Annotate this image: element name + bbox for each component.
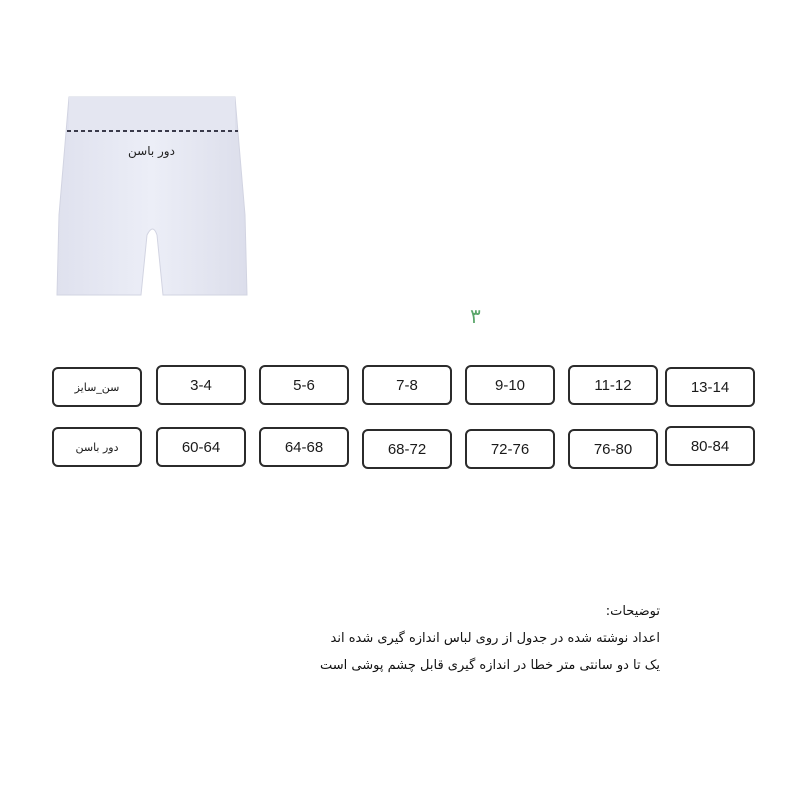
shorts-illustration — [55, 95, 250, 300]
size-cell: 9-10 — [465, 365, 555, 405]
size-cell: 5-6 — [259, 365, 349, 405]
row-header-hip: دور باسن — [52, 427, 142, 467]
hip-measurement-label: دور باسن — [128, 144, 175, 158]
notes-heading: توضیحات: — [605, 604, 660, 619]
hip-cell: 80-84 — [665, 426, 755, 466]
hip-cell: 76-80 — [568, 429, 658, 469]
hip-cell: 60-64 — [156, 427, 246, 467]
page-number: ۳ — [470, 304, 481, 328]
size-cell: 3-4 — [156, 365, 246, 405]
shorts-drawing — [55, 95, 250, 300]
row-header-age-size: سن_سایز — [52, 367, 142, 407]
notes-line: اعداد نوشته شده در جدول از روی لباس اندازه گیری شده اند — [330, 631, 660, 646]
size-cell: 11-12 — [568, 365, 658, 405]
hip-cell: 68-72 — [362, 429, 452, 469]
hip-cell: 64-68 — [259, 427, 349, 467]
notes-section — [270, 598, 660, 679]
size-cell: 7-8 — [362, 365, 452, 405]
notes-line: یک تا دو سانتی متر خطا در اندازه گیری قابل چشم پوشی است — [320, 658, 660, 673]
hip-cell: 72-76 — [465, 429, 555, 469]
size-cell: 13-14 — [665, 367, 755, 407]
